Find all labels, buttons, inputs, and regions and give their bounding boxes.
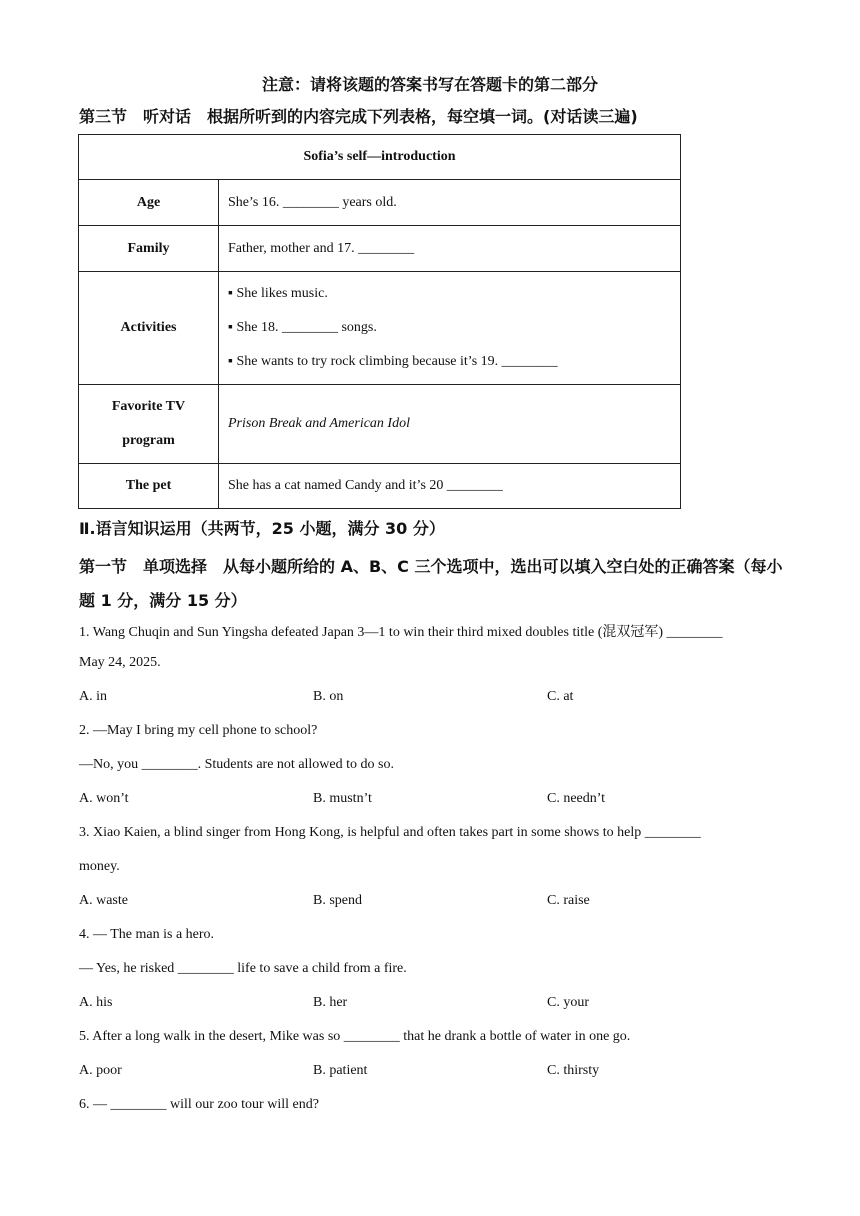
table-title: Sofia’s self—introduction [79,135,681,180]
question-line: 1. Wang Chuqin and Sun Yingsha defeated Japan 3—1 to win their third mixed doubles title (混双冠军) ________ [79,625,723,640]
row-value: She’s 16. ________ years old. [219,180,681,226]
question-line: 3. Xiao Kaien, a blind singer from Hong Kong, is helpful and often takes part in some shows to help ________ [79,825,701,840]
option-a: A. waste [79,893,128,908]
row-key-line: Favorite TV [111,399,186,414]
table-row-family [79,226,681,272]
activity-line: ▪ She likes music. [228,286,328,301]
row-key: The pet [79,464,219,509]
option-b: B. spend [313,893,362,908]
question-line: money. [79,859,120,874]
option-a: A. his [79,995,113,1010]
section3-label: 第三节 [79,107,128,126]
row-value: Father, mother and 17. ________ [219,226,681,272]
option-b: B. mustn’t [313,791,372,806]
table-row-pet [79,464,681,509]
activity-line: ▪ She wants to try rock climbing because it’s 19. ________ [228,354,558,369]
option-c: C. at [547,689,574,704]
row-value-list [219,272,681,385]
option-a: A. in [79,689,107,704]
section3-instruction: 根据所听到的内容完成下列表格，每空填一词。(对话读三遍) [207,107,638,126]
option-c: C. your [547,995,589,1010]
question-line: 5. After a long walk in the desert, Mike was so ________ that he drank a bottle of water in one go. [79,1029,631,1044]
section3-title: 听对话 [143,107,192,126]
option-a: A. poor [79,1063,122,1078]
option-a: A. won’t [79,791,129,806]
row-key: Age [79,180,219,226]
notice-text: 注意：请将该题的答案书写在答题卡的第二部分 [261,75,598,94]
question-line: 2. —May I bring my cell phone to school? [79,723,318,738]
question-line: 4. — The man is a hero. [79,927,215,942]
sofia-info-table [78,134,681,509]
option-c: C. needn’t [547,791,606,806]
table-row-activities [79,272,681,385]
part2-section1-heading: 第一节 单项选择 从每小题所给的 A、B、C 三个选项中，选出可以填入空白处的正确答案（每小题 1 分，满分 15 分） [79,557,783,610]
question-line: —No, you ________. Students are not allowed to do so. [79,757,394,772]
row-key: Activities [79,272,219,385]
option-c: C. thirsty [547,1063,600,1078]
option-b: B. on [313,689,344,704]
question-line: 6. — ________ will our zoo tour will end? [79,1097,319,1112]
part2-title: Ⅱ.语言知识运用（共两节，25 小题，满分 30 分） [79,519,445,538]
table-row-age [79,180,681,226]
option-b: B. patient [313,1063,368,1078]
question-line: — Yes, he risked ________ life to save a child from a fire. [79,961,407,976]
row-key: Family [79,226,219,272]
question-line: May 24, 2025. [79,655,161,670]
row-key-line: program [122,433,175,448]
option-c: C. raise [547,893,590,908]
section3-heading [79,104,638,127]
row-value: She has a cat named Candy and it’s 20 ________ [219,464,681,509]
activity-line: ▪ She 18. ________ songs. [228,320,377,335]
table-row-tv [79,385,681,464]
option-b: B. her [313,995,348,1010]
row-key [79,385,219,464]
row-value: Prison Break and American Idol [219,385,681,464]
